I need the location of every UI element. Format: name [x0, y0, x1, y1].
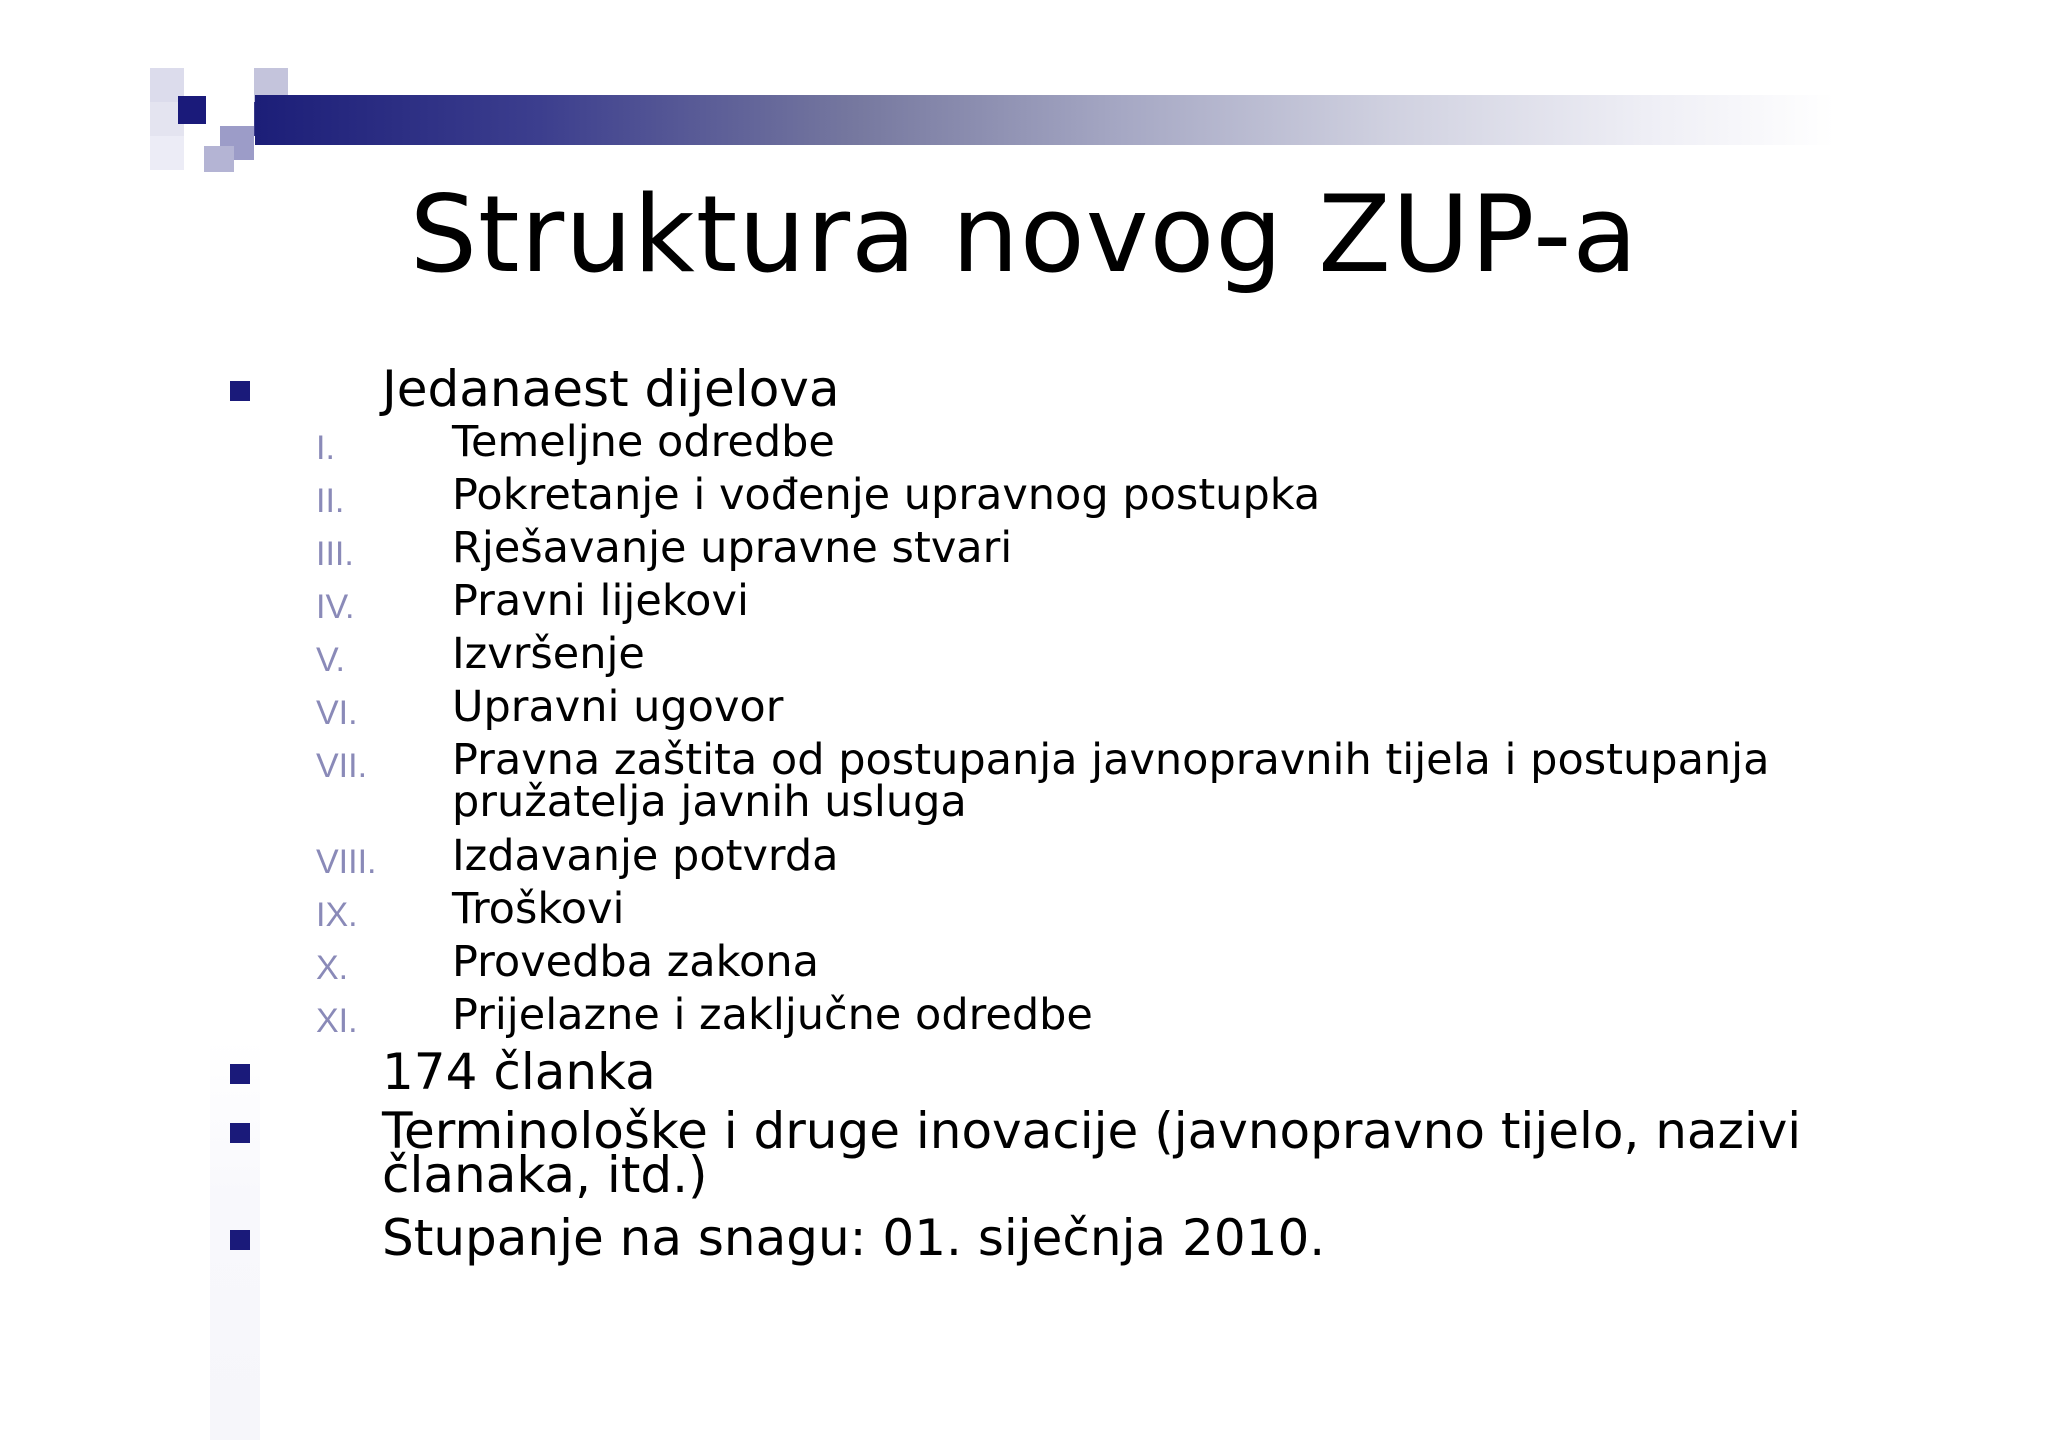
list-item-text: Prijelazne i zaključne odredbe	[452, 990, 1093, 1040]
bullet-text: Jedanaest dijelova	[382, 360, 840, 418]
bullet-text: Stupanje na snagu: 01. siječnja 2010.	[382, 1209, 1326, 1267]
roman-numeral: VI.	[316, 694, 358, 732]
roman-numeral: X.	[316, 949, 349, 987]
square-bullet-icon	[230, 1064, 250, 1084]
list-item-text: Pokretanje i vođenje upravnog postupka	[452, 470, 1321, 520]
bullet-text: članaka, itd.)	[382, 1146, 708, 1204]
square-bullet-icon	[230, 381, 250, 401]
roman-numeral: XI.	[316, 1002, 358, 1040]
roman-numeral: IX.	[316, 896, 358, 934]
list-item-text: Upravni ugovor	[452, 682, 784, 732]
list-item-text: Rješavanje upravne stvari	[452, 523, 1013, 573]
roman-numeral: III.	[316, 535, 354, 573]
list-item-text: Troškovi	[452, 884, 625, 934]
roman-numeral: V.	[316, 641, 346, 679]
slide-title: Struktura novog ZUP-a	[409, 173, 1639, 296]
roman-numeral: VII.	[316, 747, 368, 785]
square-bullet-icon	[230, 1230, 250, 1250]
roman-numeral: I.	[316, 429, 335, 467]
bullet-text: 174 članka	[382, 1043, 656, 1101]
roman-numeral: II.	[316, 482, 345, 520]
list-item-text: Temeljne odredbe	[452, 417, 835, 467]
list-item-text: pružatelja javnih usluga	[452, 777, 967, 827]
list-item-text: Pravna zaštita od postupanja javnopravnih tijela i postupanja	[452, 735, 1770, 785]
header-gradient-bar	[255, 95, 1835, 145]
square-bullet-icon	[230, 1123, 250, 1143]
roman-numeral: IV.	[316, 588, 355, 626]
list-item-text: Provedba zakona	[452, 937, 819, 987]
list-item-text: Pravni lijekovi	[452, 576, 749, 626]
roman-numeral: VIII.	[316, 843, 377, 881]
list-item-text: Izdavanje potvrda	[452, 831, 839, 881]
bullet-text: Terminološke i druge inovacije (javnopravno tijelo, nazivi	[382, 1102, 1802, 1160]
list-item-text: Izvršenje	[452, 629, 645, 679]
